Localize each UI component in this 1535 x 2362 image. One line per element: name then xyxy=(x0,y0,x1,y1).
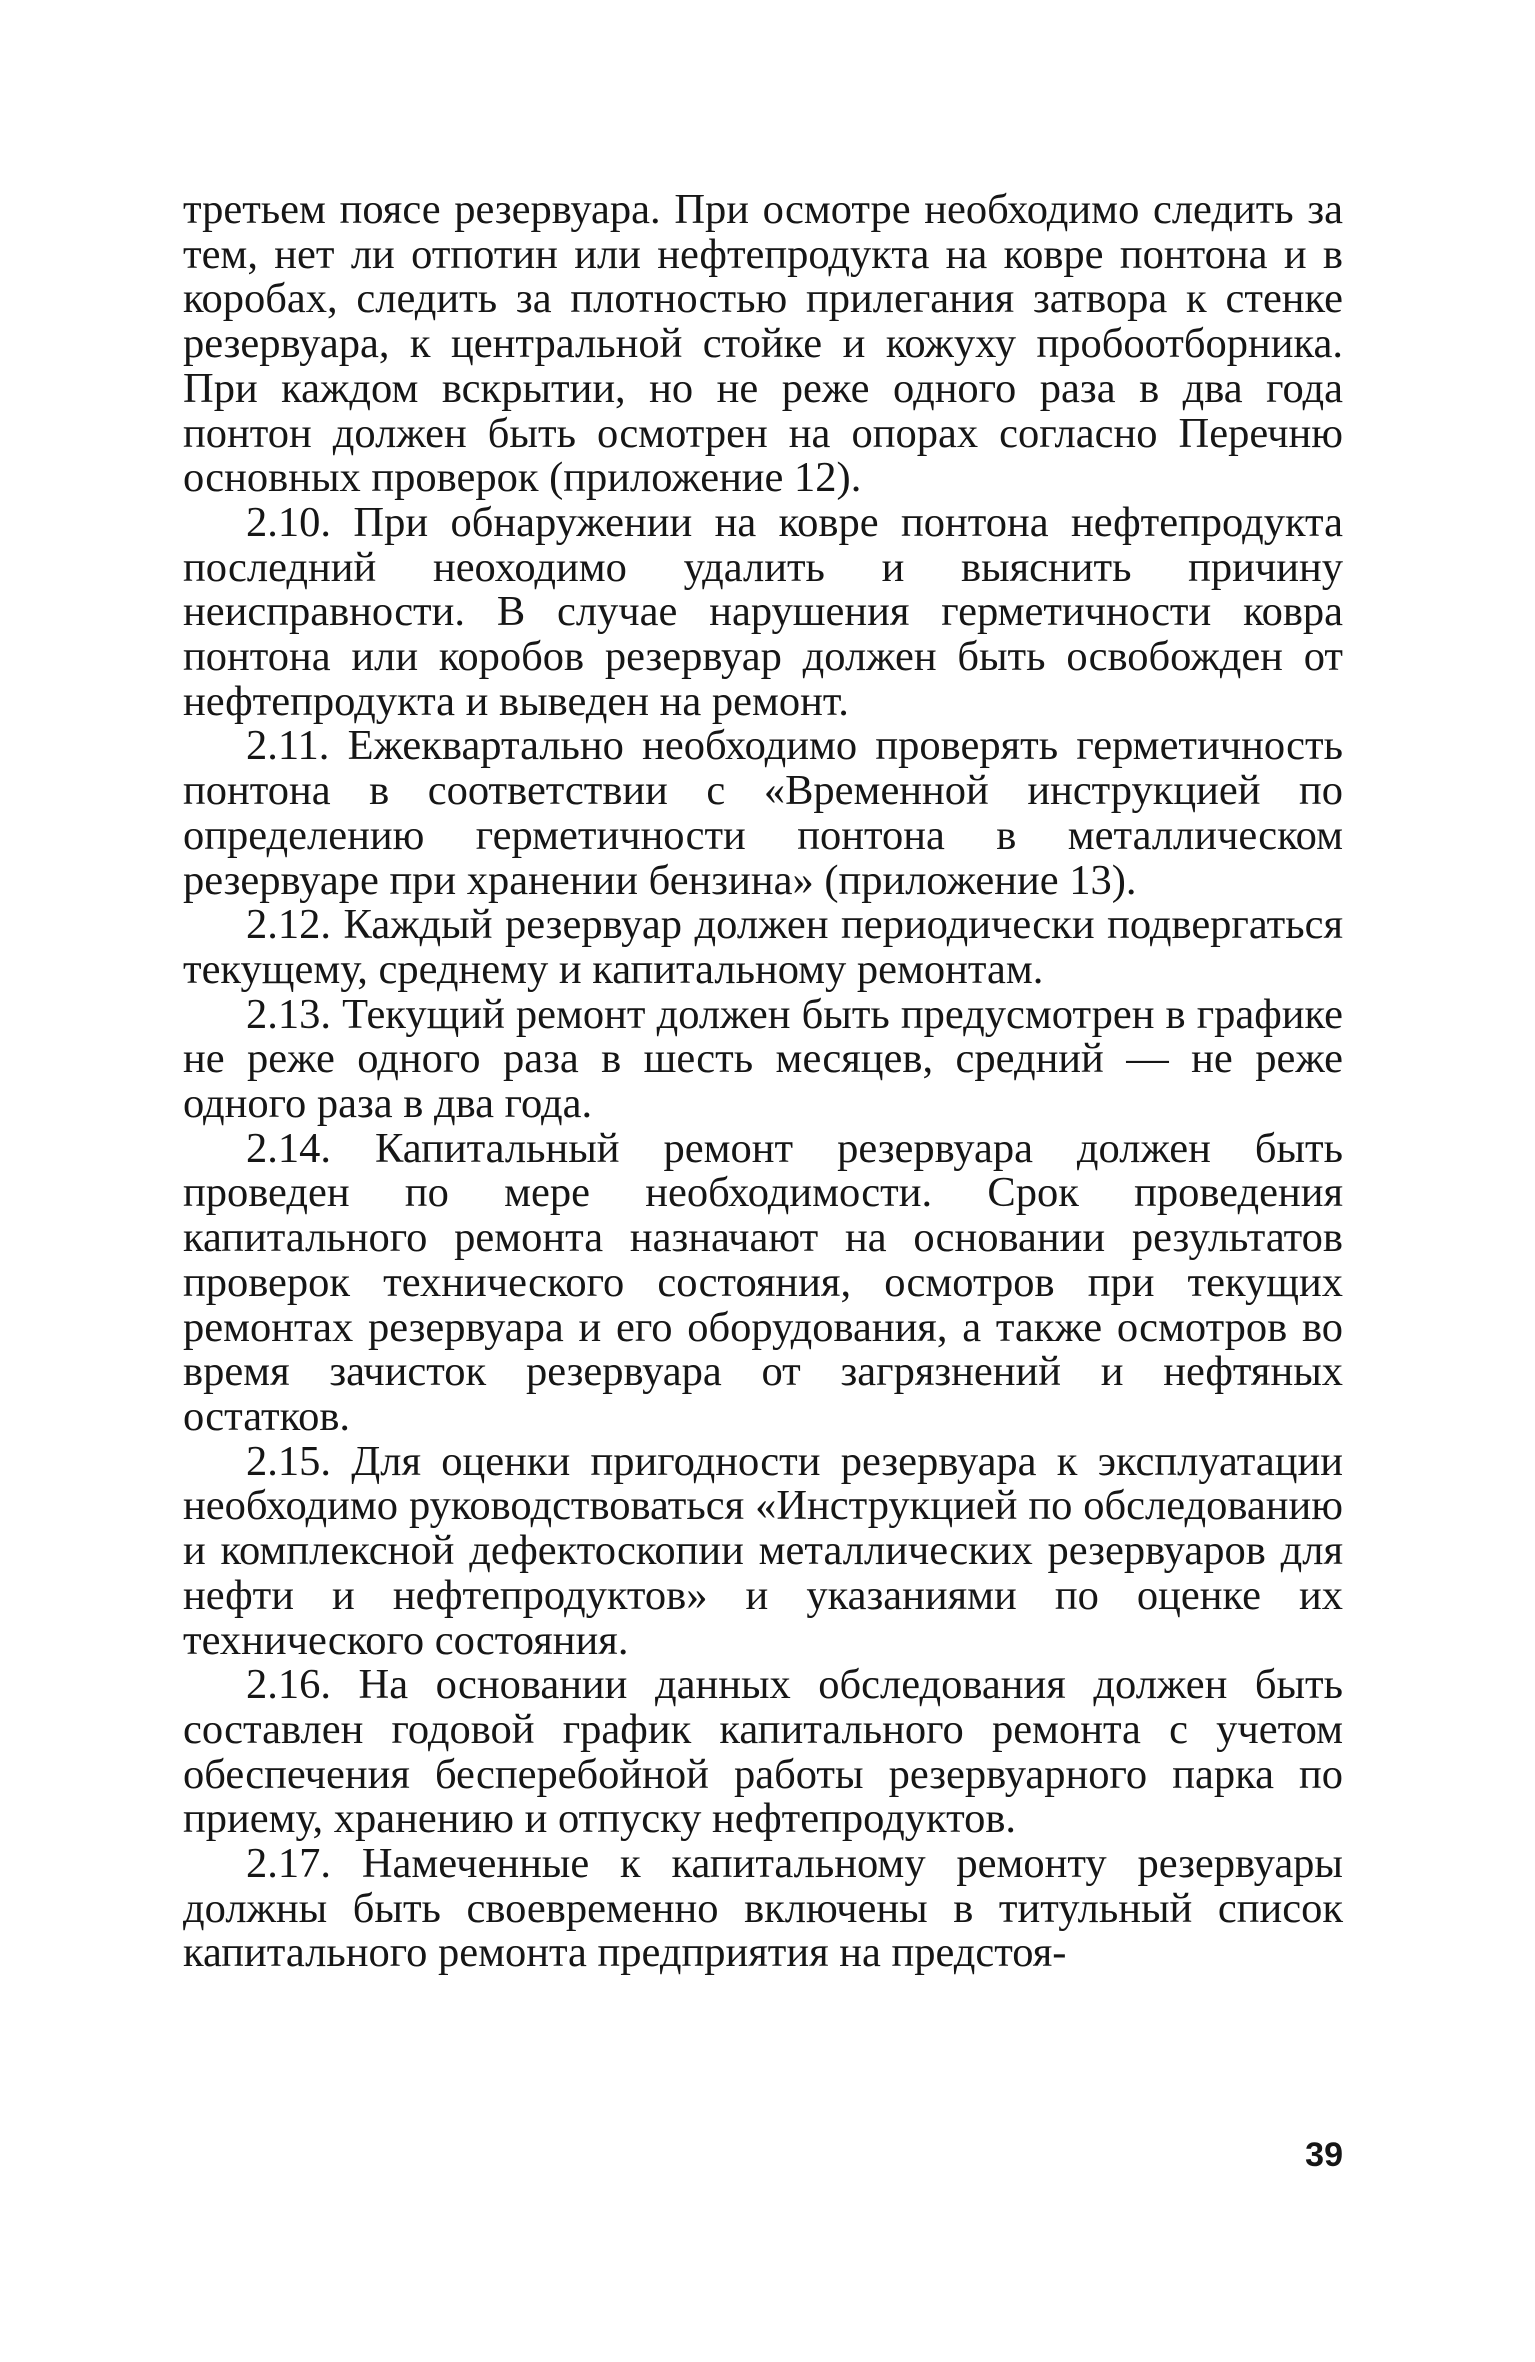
paragraph-continuation: третьем поясе резервуара. При осмотре необходимо следить за тем, нет ли отпотин или нефтепродукта на ковре понтона и в коробах, следить за плотностью прилегания затвора к стенке резервуара, к центральной стойке и кожуху пробоотборника. При каждом вскрытии, но не реже одного раза в два года понтон должен быть осмотрен на опорах согласно Перечню основных проверок (приложение 12). xyxy=(183,186,1343,502)
paragraph-2-12: 2.12. Каждый резервуар должен периодически подвергаться текущему, среднему и капитальному ремонтам. xyxy=(183,901,1343,993)
paragraph-2-10: 2.10. При обнаружении на ковре понтона нефтепродукта последний неоходимо удалить и выяснить причину неисправности. В случае нарушения герметичности ковра понтона или коробов резервуар должен быть освобожден от нефтепродукта и выведен на ремонт. xyxy=(183,498,1343,725)
paragraph-2-14: 2.14. Капитальный ремонт резервуара должен быть проведен по мере необходимости. Срок проведения капитального ремонта назначают на основании результатов проверок технического состояния, осмотров при текущих ремонтах резервуара и его оборудования, а также осмотров во время зачисток резервуара от загрязнений и нефтяных остатков. xyxy=(183,1124,1343,1440)
page-number: 39 xyxy=(1305,2136,1343,2174)
body-text xyxy=(183,188,1343,1976)
paragraph-2-13: 2.13. Текущий ремонт должен быть предусмотрен в графике не реже одного раза в шесть месяцев, средний — не реже одного раза в два года. xyxy=(183,990,1343,1128)
paragraph-2-17: 2.17. Намеченные к капитальному ремонту резервуары должны быть своевременно включены в титульный список капитального ремонта предприятия на предстоя- xyxy=(183,1840,1343,1977)
paragraph-2-11: 2.11. Ежеквартально необходимо проверять герметичность понтона в соответствии с «Временной инструкцией по определению герметичности понтона в металлическом резервуаре при хранении бензина» (приложение 13). xyxy=(183,722,1343,904)
paragraph-2-15: 2.15. Для оценки пригодности резервуара к эксплуатации необходимо руководствоваться «Инструкцией по обследованию и комплексной дефектоскопии металлических резервуаров для нефти и нефтепродуктов» и указаниями по оценке их технического состояния. xyxy=(183,1437,1343,1664)
paragraph-2-16: 2.16. На основании данных обследования должен быть составлен годовой график капитального ремонта с учетом обеспечения бесперебойной работы резервуарного парка по приему, хранению и отпуску нефтепродуктов. xyxy=(183,1661,1343,1843)
